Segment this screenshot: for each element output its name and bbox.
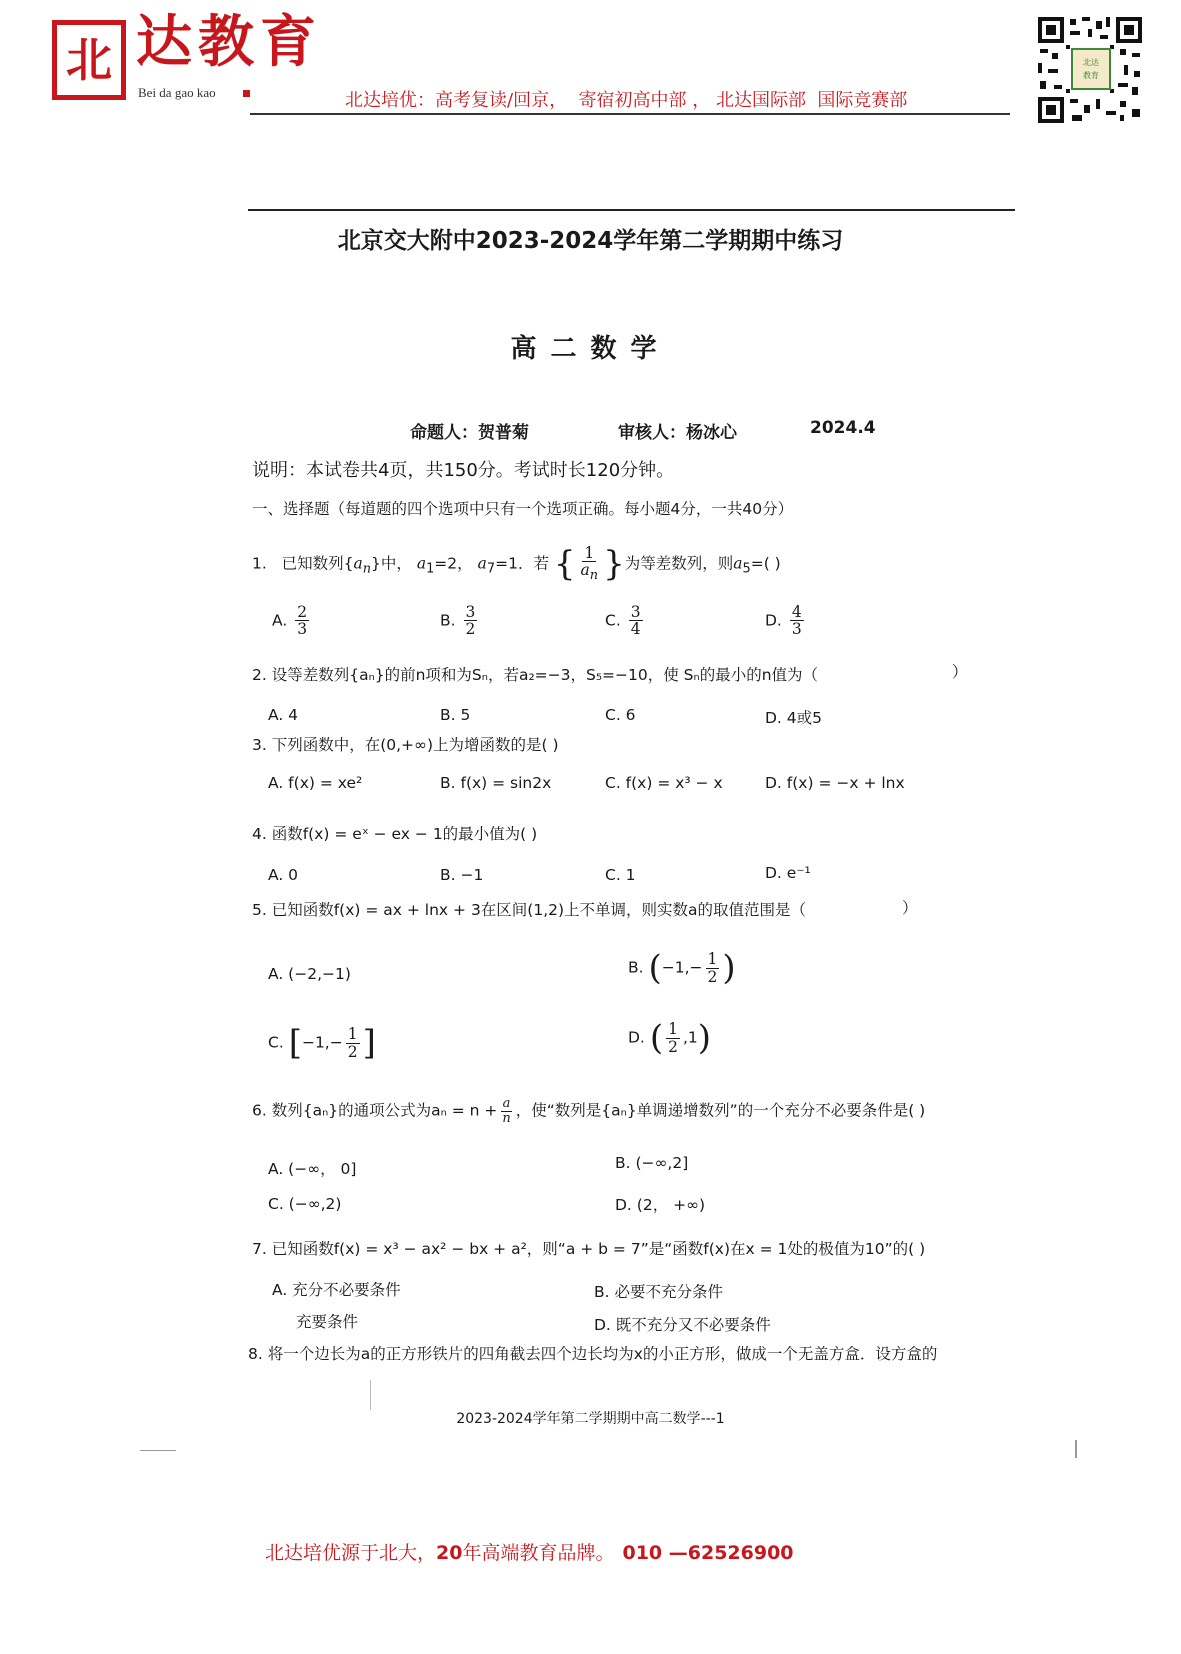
q5-option-b[interactable]: B. (−1,− $\frac{1}{2}$ ) [628,948,736,988]
logo-text: 达教育 [136,9,322,75]
top-rule [248,209,1015,211]
question-3: 3. 下列函数中，在(0,+∞)上为增函数的是( ) [252,736,559,754]
exam-instructions: 说明：本试卷共4页，共150分。考试时长120分钟。 [252,460,675,481]
q4-option-d[interactable]: D. e⁻¹ [765,864,811,882]
section-heading: 一、选择题（每道题的四个选项中只有一个选项正确。每小题4分，一共40分） [252,500,794,518]
logo-subtitle: Bei da gao kao [138,85,216,100]
page-footer: 2023-2024学年第二学期期中高二数学---1 [456,1411,725,1427]
q3-option-d[interactable]: D. f(x) = −x + lnx [765,774,905,792]
q7-option-d[interactable]: D. 既不充分又不必要条件 [594,1316,771,1334]
q7-option-b[interactable]: B. 必要不充分条件 [594,1283,723,1301]
q6-option-a[interactable]: A. (−∞， 0] [268,1160,357,1178]
q7-option-a[interactable]: A. 充分不必要条件 [272,1281,401,1299]
q1-option-b[interactable]: B. $\frac{3}{2}$ [440,603,476,639]
q2-option-a[interactable]: A. 4 [268,706,299,724]
question-1: 1. 已知数列$\{a_n\}$中， $a_1=2$， $a_7=1$．若 { $\frac{1}{a_n}$ }为等差数列，则$a_5=$( ) [252,544,781,584]
q5-option-d[interactable]: D. ( $\frac{1}{2}$ ,1) [628,1018,712,1058]
logo-mark [52,20,126,100]
question-7: 7. 已知函数f(x) = x³ − ax² − bx + a²，则“a + b = 7”是“函数f(x)在x = 1处的极值为10”的( ) [252,1240,926,1258]
scan-mark [140,1450,176,1451]
exam-date: 2024.4 [810,418,876,438]
scan-mark [1075,1440,1077,1458]
q5-option-c[interactable]: C. [−1,− $\frac{1}{2}$ ] [268,1023,376,1063]
subject-title: 高二数学 [510,334,671,364]
question-2-close: ） [952,663,968,681]
q4-option-b[interactable]: B. −1 [440,866,484,884]
brand-footer: 北达培优源于北大，20年高端教育品牌。 010 —62526900 [265,1542,794,1564]
question-5: 5. 已知函数f(x) = ax + lnx + 3在区间(1,2)上不单调，则实数a的取值范围是（ [252,901,807,919]
q4-option-c[interactable]: C. 1 [605,866,636,884]
scan-mark [370,1380,371,1410]
q3-option-c[interactable]: C. f(x) = x³ − x [605,774,723,792]
q1-option-a[interactable]: A. $\frac{2}{3}$ [272,603,308,639]
reviewer: 审核人：杨冰心 [618,423,737,443]
logo-glyph: 北 [66,33,112,87]
q2-option-d[interactable]: D. 4或5 [765,709,823,727]
question-6: 6. 数列{aₙ}的通项公式为aₙ = n + $\frac{a}{n}$ ，使“数列是{aₙ}单调递增数列”的一个充分不必要条件是( ) [252,1096,926,1126]
q6-option-b[interactable]: B. (−∞,2] [615,1154,689,1172]
q1-fraction: $\frac{1}{a_n}$ [580,544,599,584]
qr-code [1036,15,1144,125]
question-8: 8. 将一个边长为a的正方形铁片的四角截去四个边长均为x的小正方形，做成一个无盖方盒．设方盒的 [248,1345,938,1363]
q3-option-b[interactable]: B. f(x) = sin2x [440,774,552,792]
q6-option-c[interactable]: C. (−∞,2) [268,1195,342,1213]
header-rule [250,113,1010,115]
q1-option-d[interactable]: D. $\frac{4}{3}$ [765,603,802,639]
q5-option-a[interactable]: A. (−2,−1) [268,965,351,983]
q1-option-c[interactable]: C. $\frac{3}{4}$ [605,603,641,639]
q2-option-c[interactable]: C. 6 [605,706,636,724]
q4-option-a[interactable]: A. 0 [268,866,299,884]
q3-option-a[interactable]: A. f(x) = xe² [268,774,363,792]
author: 命题人：贺普菊 [410,423,529,443]
svg-text:北达: 北达 [1083,58,1099,67]
q6-option-d[interactable]: D. (2， +∞) [615,1196,706,1214]
question-4: 4. 函数f(x) = eˣ − ex − 1的最小值为( ) [252,825,538,843]
q2-option-b[interactable]: B. 5 [440,706,471,724]
logo-dot [243,90,250,97]
exam-title: 北京交大附中2023-2024学年第二学期期中练习 [337,228,844,254]
question-2: 2. 设等差数列{aₙ}的前n项和为Sₙ，若a₂=−3，S₅=−10，使 Sₙ的最小的n值为（ [252,666,819,684]
header-tagline: 北达培优：高考复读/回京， 寄宿初高中部 ， 北达国际部 国际竞赛部 [345,90,908,111]
q7-option-c[interactable]: 充要条件 [296,1313,359,1331]
svg-text:教育: 教育 [1083,71,1099,80]
question-5-close: ） [902,899,918,917]
